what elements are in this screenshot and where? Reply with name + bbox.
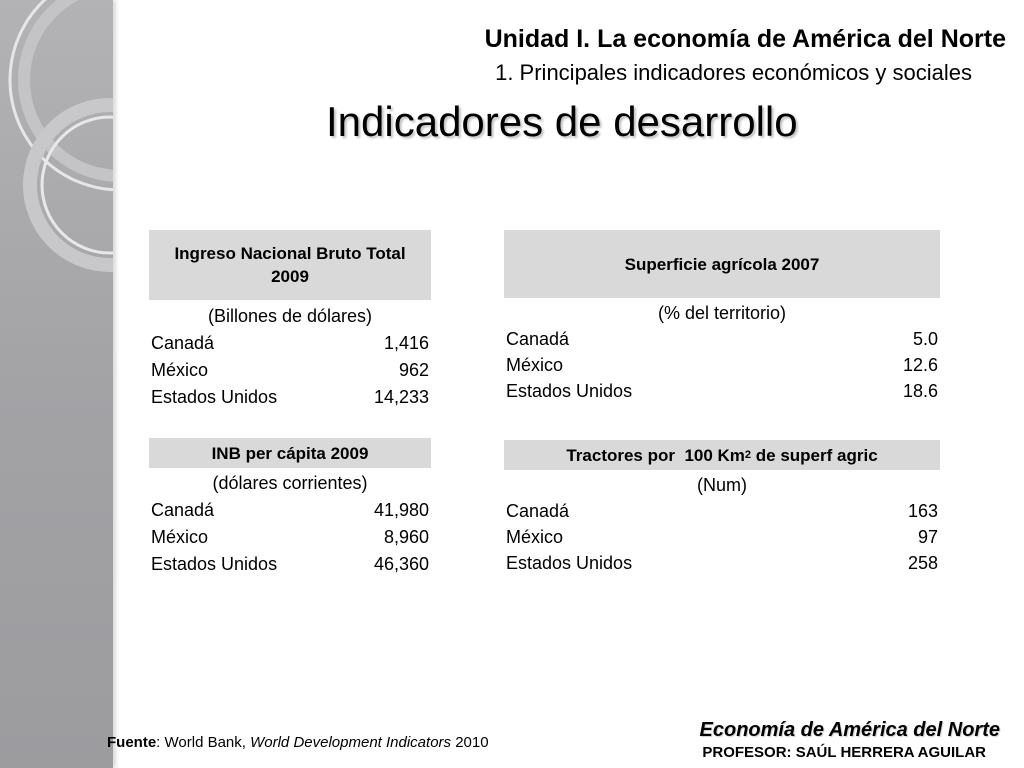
table-row <box>149 330 431 357</box>
value-cell: 14,233 <box>373 387 429 407</box>
value-cell: 97 <box>917 527 938 547</box>
table-row <box>149 497 431 524</box>
table-row <box>504 550 940 576</box>
country-cell: México <box>151 527 209 547</box>
country-cell: Estados Unidos <box>151 554 278 574</box>
header-subtitle: 1. Principales indicadores económicos y sociales <box>495 60 972 85</box>
table-tractores <box>504 440 940 576</box>
table-unit: (Billones de dólares) <box>207 306 373 326</box>
country-cell: Canadá <box>151 333 215 353</box>
source-italic: World Development Indicators <box>250 734 452 751</box>
table-row <box>149 384 431 411</box>
slide-title: Indicadores de desarrollo <box>326 98 798 145</box>
country-cell: Canadá <box>151 500 215 520</box>
footer-course: Economía de América del Norte <box>699 719 1000 741</box>
country-cell: México <box>506 355 564 375</box>
table-inb-total <box>149 230 431 411</box>
table-inb-percapita <box>149 438 431 578</box>
value-cell: 41,980 <box>373 500 429 520</box>
source-text: : World Bank, <box>156 734 251 751</box>
table-row <box>149 357 431 384</box>
header-superscript: 2 <box>744 448 752 461</box>
value-cell: 18.6 <box>902 381 938 401</box>
table-row <box>504 524 940 550</box>
table-row <box>504 352 940 378</box>
table-row <box>504 326 940 352</box>
table-row <box>149 551 431 578</box>
country-cell: Canadá <box>506 329 570 349</box>
country-cell: Estados Unidos <box>506 553 633 573</box>
value-cell: 12.6 <box>902 355 938 375</box>
decorative-rings <box>0 0 113 768</box>
value-cell: 163 <box>907 501 938 521</box>
value-cell: 8,960 <box>383 527 429 547</box>
value-cell: 46,360 <box>373 554 429 574</box>
header-title: Unidad I. La economía de América del Norte <box>484 25 1006 53</box>
value-cell: 1,416 <box>383 333 429 353</box>
source-year: 2010 <box>451 734 489 751</box>
country-cell: Estados Unidos <box>151 387 278 407</box>
table-superficie-agricola <box>504 230 940 404</box>
country-cell: México <box>506 527 564 547</box>
table-unit: (dólares corrientes) <box>212 473 368 493</box>
country-cell: México <box>151 360 209 380</box>
table-header: INB per cápita 2009 <box>149 438 431 468</box>
decorative-sidebar <box>0 0 113 768</box>
footer-source <box>107 734 489 751</box>
country-cell: Canadá <box>506 501 570 521</box>
table-header: Ingreso Nacional Bruto Total 2009 <box>149 230 431 300</box>
table-row <box>504 498 940 524</box>
table-header: Superficie agrícola 2007 <box>504 230 940 298</box>
value-cell: 258 <box>907 553 938 573</box>
table-unit: (% del territorio) <box>657 303 787 323</box>
table-row <box>149 524 431 551</box>
header-text-post: de superf agric <box>751 445 878 465</box>
table-row <box>504 378 940 404</box>
table-unit: (Num) <box>697 475 747 495</box>
footer-professor: PROFESOR: SAÚL HERRERA AGUILAR <box>702 744 986 761</box>
country-cell: Estados Unidos <box>506 381 633 401</box>
header-text-pre: Tractores por 100 Km <box>566 445 745 465</box>
table-header <box>504 440 940 470</box>
source-label: Fuente <box>107 734 157 751</box>
value-cell: 962 <box>398 360 429 380</box>
value-cell: 5.0 <box>912 329 938 349</box>
